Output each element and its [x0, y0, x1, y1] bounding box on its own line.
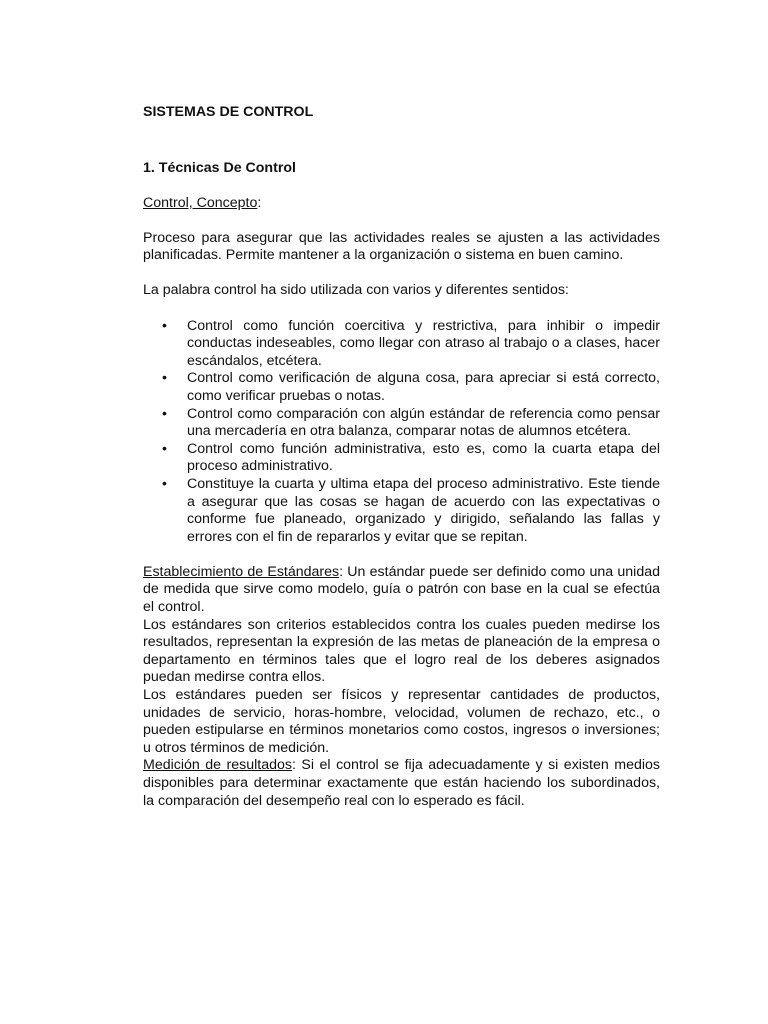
standards-paragraph-2: Los estándares son criterios establecidos contra los cuales pueden medirse los resultados, representan la expresión de las metas de planeación de la empresa o departamento en términos tales que el logro real de los deberes asignados puedan medirse contra ellos.	[143, 616, 660, 686]
list-item-text: Constituye la cuarta y ultima etapa del proceso administrativo. Este tiende a asegurar que las cosas se hagan de acuerdo con las expectativas o conforme fue planeado, organizado y dirigido, señalando las fallas y errores con el fin de repararlos y evitar que se repitan.	[187, 475, 660, 545]
concept-label: Control, Concepto	[143, 194, 258, 211]
bullet-icon: •	[162, 475, 167, 492]
list-item	[143, 370, 660, 405]
meanings-list	[143, 318, 660, 547]
concept-heading	[143, 195, 660, 213]
measurement-label: Medición de resultados	[143, 757, 292, 774]
bullet-icon: •	[162, 405, 167, 422]
document-page	[143, 104, 660, 810]
list-item	[143, 406, 660, 441]
list-item	[143, 476, 660, 546]
standards-paragraph	[143, 564, 660, 617]
concept-colon: :	[257, 194, 262, 211]
list-item-text: Control como verificación de alguna cosa, para apreciar si está correcto, como verificar pruebas o notas.	[187, 370, 660, 404]
measurement-text: : Si el control se fija adecuadamente y si existen medios disponibles para determinar exactamente que están haciendo los subordinados, la comparación del desempeño real con lo esperado es fácil.	[143, 757, 660, 809]
list-item-text: Control como función administrativa, esto es, como la cuarta etapa del proceso administrativo.	[187, 440, 660, 475]
bullet-icon: •	[162, 370, 167, 387]
bullet-icon: •	[162, 440, 167, 457]
standards-paragraph-3: Los estándares pueden ser físicos y representar cantidades de productos, unidades de servicio, horas-hombre, velocidad, volumen de rechazo, etc., o pueden estipularse en términos monetarios como costos, ingresos o inversiones; u otros términos de medición.	[143, 686, 660, 756]
bullet-icon: •	[162, 317, 167, 334]
list-item	[143, 318, 660, 371]
intro-paragraph: La palabra control ha sido utilizada con varios y diferentes sentidos:	[143, 282, 569, 299]
list-item-text: Control como función coercitiva y restrictiva, para inhibir o impedir conductas indeseables, como llegar con atraso al trabajo o a clases, hacer escándalos, etcétera.	[187, 317, 660, 369]
list-item	[143, 441, 660, 476]
list-item-text: Control como comparación con algún estándar de referencia como pensar una mercadería en otra balanza, comparar notas de alumnos etcétera.	[187, 405, 660, 440]
standards-text: : Un estándar puede ser definido como una unidad de medida que sirve como modelo, guía o patrón con base en la cual se efectúa el control.	[143, 563, 660, 615]
standards-label: Establecimiento de Estándares	[143, 563, 340, 580]
measurement-paragraph	[143, 757, 660, 810]
definition-paragraph: Proceso para asegurar que las actividades reales se ajusten a las actividades planificadas. Permite mantener a la organización o sistema en buen camino.	[143, 229, 660, 264]
document-title: SISTEMAS DE CONTROL	[143, 104, 314, 120]
section-heading: 1. Técnicas De Control	[143, 159, 296, 176]
